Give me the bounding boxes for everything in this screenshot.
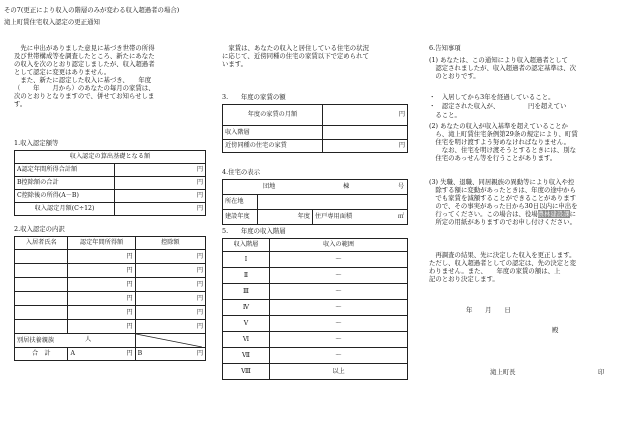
table-row: C控除後の所得(A－B) 円: [15, 190, 206, 203]
addressee-suffix: 殿: [552, 326, 559, 334]
document-title: 滝上町賃住宅収入認定の更正通知: [4, 18, 100, 26]
table-row: 年度の家賃の月額 円: [223, 105, 408, 126]
section-3-title: 3. 年度の家賃の額: [222, 93, 286, 101]
table-row: 円 円: [15, 306, 206, 320]
rent-intro: 家賃は、あなたの収入と居住している住宅の状況 に応じて、近傍同種の住宅の家賃以下で定められて います。: [222, 44, 369, 68]
section-6-title: 6.告知事項: [429, 44, 461, 52]
closing-paragraph: 再調査の結果、先に決定した収入を更正します。 ただし、収入超過者としての認定は、先の決定と変 わりません。また、 年度の家賃の額は、上 記のとおり決定します。: [429, 251, 576, 283]
table-row: 円 円: [15, 278, 206, 292]
mayor-title: 滝上町長: [490, 368, 516, 376]
table-row: Ⅱ ～: [223, 268, 408, 284]
diagonal-slash: [136, 334, 202, 347]
income-basis-header: 収入認定の算出基礎となる額: [15, 151, 206, 164]
table-row: Ⅵ ～: [223, 332, 408, 348]
total-row: 合 計 A 円 B 円: [15, 348, 206, 361]
notice-1-bullet-1: ・ 入居してから3年を経過していること。: [429, 93, 555, 101]
table-row: Ⅴ ～: [223, 316, 408, 332]
housing-table: [222, 179, 408, 225]
income-breakdown-table: 入居者氏名 認定年間所得額 控除額 円 円 円 円 円 円 円 円 円 円 円 円 別居扶養親族 人 合 計 A 円 B 円: [14, 236, 206, 361]
section-2-title: 2.収入認定の内訳: [14, 225, 65, 233]
rent-table: [222, 104, 408, 153]
section-5-title: 5. 年度の収入階層: [222, 227, 286, 235]
document-subtitle: その7(更正により収入の階層のみが変わる収入超過者の場合): [4, 6, 180, 14]
table-row: Ⅰ ～: [223, 252, 408, 268]
income-basis-table: [14, 150, 206, 216]
table-row: 所在地: [223, 195, 408, 210]
table-row: 収入階層: [223, 126, 408, 140]
seal-mark: 印: [598, 368, 605, 376]
table-row: Ⅶ ～: [223, 348, 408, 364]
notice-1: (1) あなたは、この通知により収入超過者として 認定されましたが、収入超過者の認定基準は、次 のとおりです。: [429, 56, 576, 80]
section-4-title: 4.住宅の表示: [222, 168, 261, 176]
date-line: 年 月 日: [466, 306, 511, 314]
intro-paragraph: 先に申出がありました意見に基づき世帯の所得 及び世帯構成等を調査したところ、新たにあなた の収入を次のとおり認定しましたが、収入超過者 として認定に変更はありません。 また、新たに認定した収入に基づき、 年度 （ 年 月から）のあなたの毎月の家賃は、 次のとおりとなりますので、併せてお知らせしま す。: [14, 44, 155, 108]
notice-1-bullet-2-cont: ること。: [429, 111, 461, 119]
table-row: B控除額の合計 円: [15, 177, 206, 190]
table-row: Ⅷ 以上: [223, 364, 408, 380]
table-row: 円 円: [15, 264, 206, 278]
section-1-title: 1.収入認定額等: [14, 139, 59, 147]
table-row: Ⅳ ～: [223, 300, 408, 316]
notice-3: (3) 失職、退職、同居親族の異動等により収入や控 除する額に変動があったときは、年度の途中から でも家賃を減額することができることがあります ので、その事実があった日から30日以内に申出を 行ってください。この場合は、役場農林建設課に 所定の用紙がありますのでお申し付けください。: [429, 178, 578, 226]
table-row: 円 円: [15, 320, 206, 334]
table-row: 収入認定月額(C÷12) 円: [15, 203, 206, 216]
dependents-row: 別居扶養親族 人: [15, 334, 206, 348]
table-row: Ⅲ ～: [223, 284, 408, 300]
table-row: 円 円: [15, 250, 206, 264]
notice-1-bullet-2: ・ 認定された収入が、 円を超えてい: [429, 102, 567, 110]
income-levels-table: 収入階層 収入の範囲 Ⅰ ～ Ⅱ ～ Ⅲ ～ Ⅳ ～ Ⅴ ～ Ⅵ ～ Ⅶ ～ Ⅷ 以上: [222, 238, 408, 380]
table-row: A認定年間所得合計額 円: [15, 164, 206, 177]
notice-2: (2) あなたの収入が収入基準を超えていることか ら、滝上町賃住宅条例第29条の規定により、町賃 住宅を明け渡すよう努めなければなりません。 なお、住宅を明け渡そうとするときには、別な 住宅のあっせん等を行うことがあります。: [429, 122, 578, 162]
table-row: 建設年度 年度 住戸専用面積 ㎡: [223, 210, 408, 225]
table-row: 近傍同種の住宅の家賃 円: [223, 140, 408, 153]
table-row: 団地 棟 号: [223, 180, 408, 195]
highlighted-department: 農林建設課: [537, 210, 570, 218]
table-row: 円 円: [15, 292, 206, 306]
